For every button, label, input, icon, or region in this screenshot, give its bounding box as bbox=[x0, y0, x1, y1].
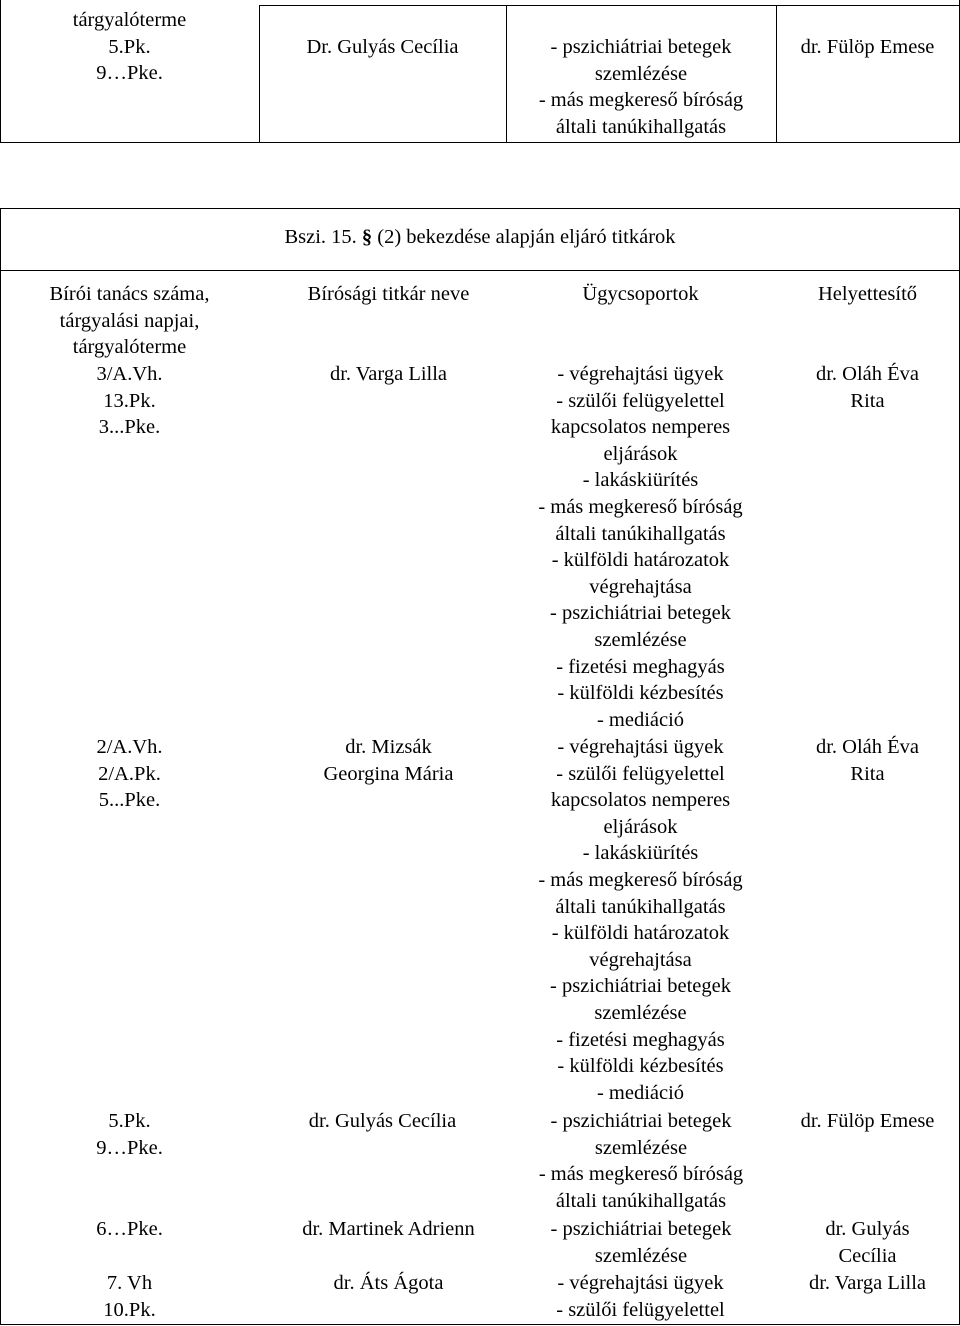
case-line: - pszichiátriai betegek bbox=[550, 36, 732, 58]
row5-cases: - végrehajtási ügyek - szülői felügyelettel bbox=[556, 1272, 725, 1321]
secretary-name: Dr. Gulyás Cecília bbox=[306, 36, 459, 58]
section-title-prefix: Bszi. 15. bbox=[284, 226, 362, 248]
row2-secretary: dr. Mizsák Georgina Mária bbox=[323, 736, 454, 785]
row2-cases: - végrehajtási ügyek - szülői felügyelettel kapcsolatos nemperes eljárások - lakáskiürítés - más megkereső bíróság általi tanúkihallgatás - külföldi határozatok végrehajtása - pszichiátriai betegek szemlézése - fizetési meghagyás - külföldi kézbesítés - mediáció bbox=[538, 736, 743, 1104]
rule-bottom bbox=[0, 1324, 960, 1325]
row1-chamber: 3/A.Vh. 13.Pk. 3...Pke. bbox=[96, 363, 163, 439]
rule-col1 bbox=[259, 5, 260, 143]
header-substitute: Helyettesítő bbox=[817, 283, 918, 305]
section-symbol: § bbox=[361, 226, 373, 248]
row4-chamber: 6…Pke. bbox=[96, 1218, 163, 1240]
row2-chamber: 2/A.Vh. 2/A.Pk. 5...Pke. bbox=[96, 736, 163, 812]
row5-secretary: dr. Áts Ágota bbox=[333, 1272, 444, 1294]
header-cases: Ügycsoportok bbox=[582, 283, 699, 305]
header-line: tárgyalóterme bbox=[72, 336, 187, 359]
row5-substitute: dr. Varga Lilla bbox=[808, 1272, 927, 1294]
chamber-line: 9…Pke. bbox=[96, 62, 163, 85]
row1-cases: - végrehajtási ügyek - szülői felügyelettel kapcsolatos nemperes eljárások - lakáskiürítés - más megkereső bíróság általi tanúkihallgatás - külföldi határozatok végrehajtása - pszichiátriai betegek szemlézése - fizetési meghagyás - külföldi kézbesítés - mediáció bbox=[538, 363, 743, 731]
row1-substitute: dr. Oláh Éva Rita bbox=[815, 363, 920, 412]
top-block-cases-cell bbox=[506, 34, 776, 140]
header-line: Bírói tanács száma, bbox=[49, 283, 210, 305]
row3-secretary: dr. Gulyás Cecília bbox=[308, 1110, 457, 1132]
top-block-substitute-cell bbox=[776, 34, 959, 61]
row2-substitute: dr. Oláh Éva Rita bbox=[815, 736, 920, 785]
row5-chamber: 7. Vh 10.Pk. bbox=[103, 1272, 156, 1321]
section-title bbox=[0, 224, 960, 251]
header-secretary: Bírósági titkár neve bbox=[307, 283, 470, 305]
row3-cases: - pszichiátriai betegek szemlézése - más megkereső bíróság általi tanúkihallgatás bbox=[538, 1110, 744, 1212]
row3-substitute: dr. Fülöp Emese bbox=[800, 1110, 935, 1132]
rule-top bbox=[259, 5, 959, 6]
top-block-secretary-cell bbox=[259, 34, 506, 61]
chamber-line: 5.Pk. bbox=[108, 35, 151, 58]
row4-substitute: dr. Gulyás Cecília bbox=[825, 1218, 910, 1267]
substitute-name: dr. Fülöp Emese bbox=[800, 36, 935, 58]
header-chamber bbox=[0, 281, 259, 361]
row4-secretary: dr. Martinek Adrienn bbox=[302, 1218, 475, 1240]
case-line: általi tanúkihallgatás bbox=[555, 115, 727, 138]
rule-top-block-bottom bbox=[0, 142, 960, 143]
rule-section-top bbox=[0, 208, 960, 209]
top-block-chamber-cell bbox=[0, 7, 259, 87]
row3-chamber: 5.Pk. 9…Pke. bbox=[96, 1110, 163, 1159]
header-line: tárgyalási napjai, bbox=[59, 309, 200, 332]
rule-col3 bbox=[776, 5, 777, 143]
row4-cases: - pszichiátriai betegek szemlézése bbox=[550, 1218, 732, 1267]
row1-secretary: dr. Varga Lilla bbox=[329, 363, 448, 385]
section-title-rest: (2) bekezdése alapján eljáró titkárok bbox=[372, 226, 676, 248]
case-line: - más megkereső bíróság bbox=[538, 89, 744, 112]
chamber-line: tárgyalóterme bbox=[72, 9, 187, 31]
rule-section-bottom bbox=[0, 270, 960, 271]
case-line: szemlézése bbox=[594, 62, 688, 85]
